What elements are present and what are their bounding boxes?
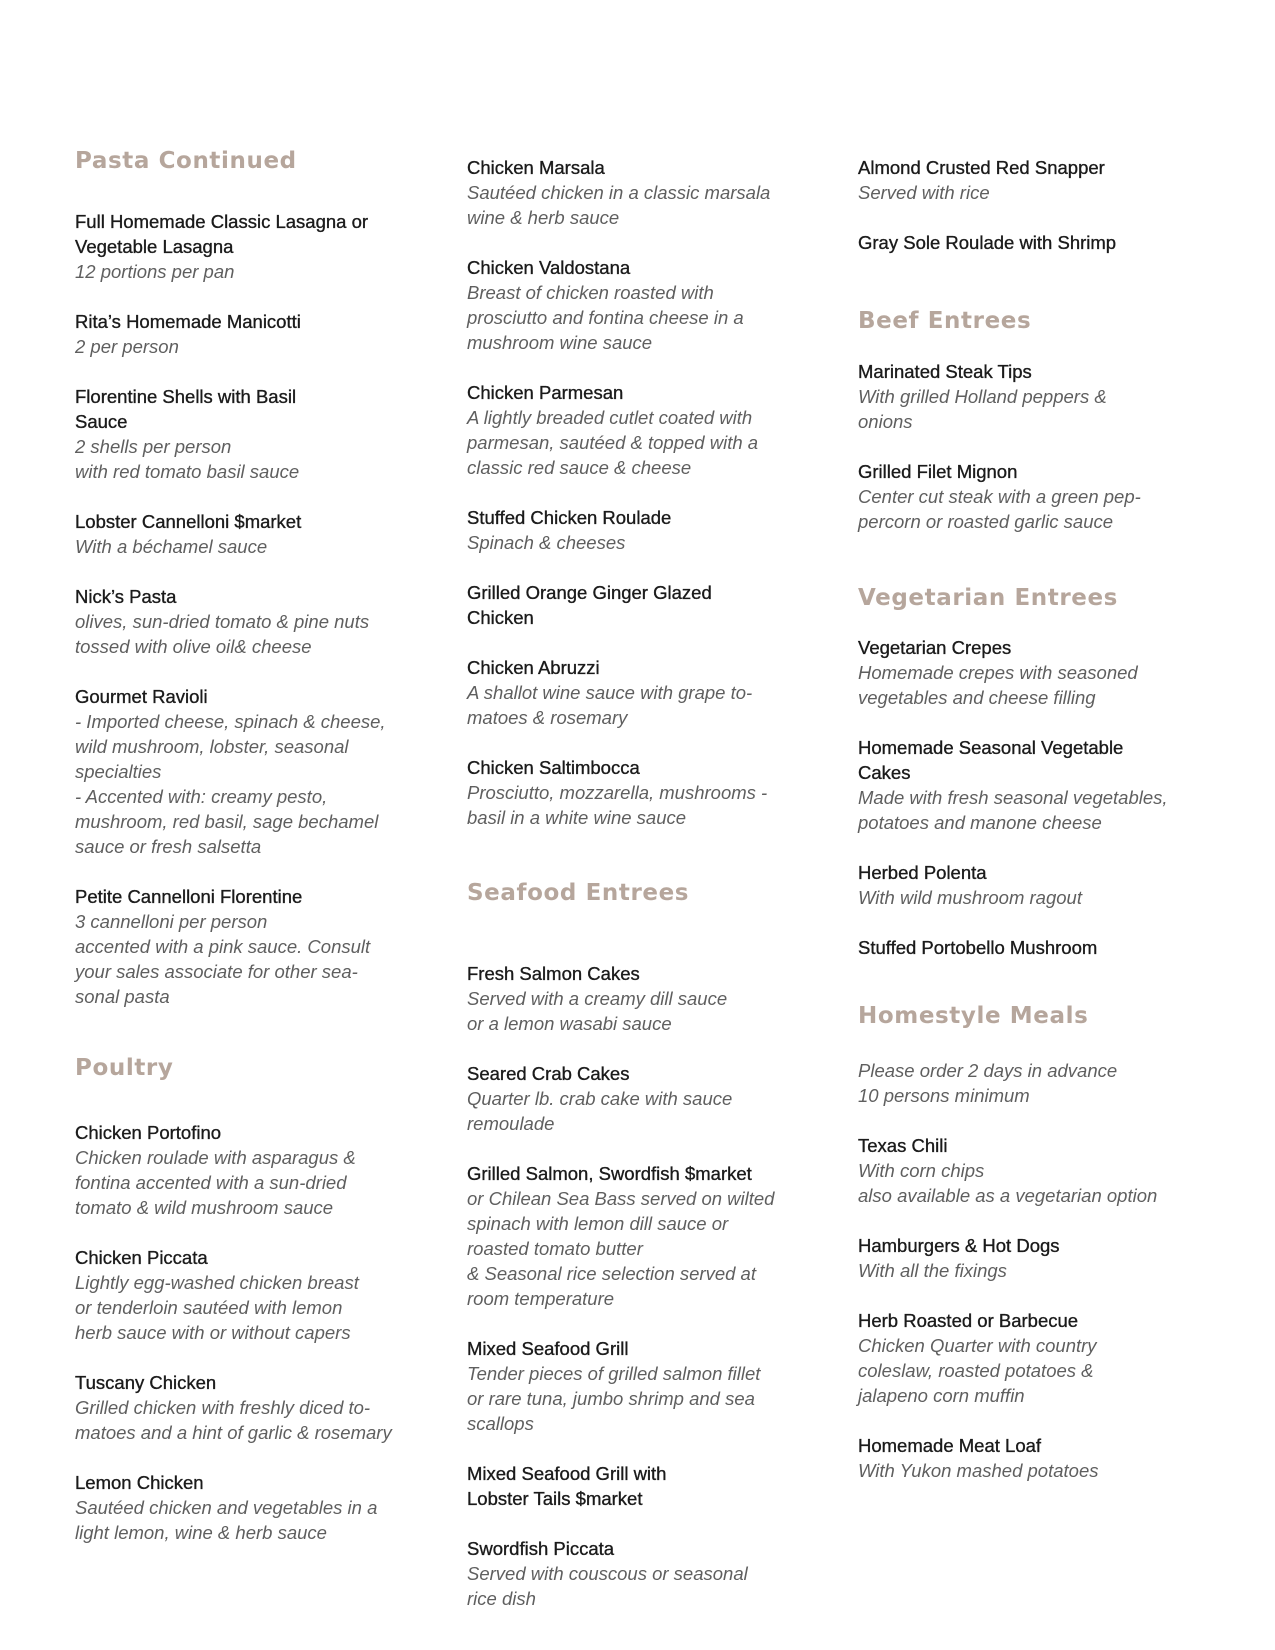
- menu-item-description: Spinach & cheeses: [467, 532, 626, 553]
- section-heading: Vegetarian Entrees: [858, 585, 1118, 611]
- menu-item-description: 12 portions per pan: [75, 261, 235, 282]
- menu-item-name: Grilled Filet Mignon: [858, 461, 1018, 482]
- menu-item-name: Herbed Polenta: [858, 862, 987, 883]
- menu-item: [467, 1461, 827, 1511]
- menu-item-description: Chicken Quarter with country coleslaw, roasted potatoes & jalapeno corn muffin: [858, 1335, 1097, 1406]
- section-heading: Homestyle Meals: [858, 1003, 1089, 1029]
- menu-item-name: Mixed Seafood Grill with Lobster Tails $market: [467, 1463, 667, 1509]
- menu-item-description: Served with couscous or seasonal rice dish: [467, 1563, 748, 1609]
- menu-item-name: Homemade Seasonal Vegetable Cakes: [858, 737, 1124, 783]
- menu-item-description: Breast of chicken roasted with prosciutto and fontina cheese in a mushroom wine sauce: [467, 282, 744, 353]
- menu-item-name: Seared Crab Cakes: [467, 1063, 630, 1084]
- menu-item-name: Grilled Salmon, Swordfish $market: [467, 1163, 752, 1184]
- menu-item-name: Marinated Steak Tips: [858, 361, 1032, 382]
- menu-item: [75, 309, 435, 359]
- menu-item-description: Please order 2 days in advance 10 persons minimum: [858, 1060, 1118, 1106]
- menu-item-name: Chicken Portofino: [75, 1122, 222, 1143]
- menu-item: [858, 1233, 1218, 1283]
- menu-item-name: Nick’s Pasta: [75, 586, 177, 607]
- menu-item-name: Hamburgers & Hot Dogs: [858, 1235, 1060, 1256]
- menu-item-description: Lightly egg-washed chicken breast or tenderloin sautéed with lemon herb sauce with or without capers: [75, 1272, 359, 1343]
- menu-item-description: Sautéed chicken in a classic marsala wine & herb sauce: [467, 182, 771, 228]
- menu-item-name: Texas Chili: [858, 1135, 948, 1156]
- menu-item: [858, 735, 1218, 835]
- menu-item-description: Sautéed chicken and vegetables in a light lemon, wine & herb sauce: [75, 1497, 378, 1543]
- menu-item: [467, 1536, 827, 1611]
- menu-item-name: Florentine Shells with Basil Sauce: [75, 386, 297, 432]
- menu-item-description: With wild mushroom ragout: [858, 887, 1082, 908]
- menu-item-name: Chicken Valdostana: [467, 257, 631, 278]
- menu-item-description: Made with fresh seasonal vegetables, potatoes and manone cheese: [858, 787, 1168, 833]
- menu-item-name: Almond Crusted Red Snapper: [858, 157, 1105, 178]
- menu-item-description: or Chilean Sea Bass served on wilted spinach with lemon dill sauce or roasted tomato butter & Seasonal rice selection served at room temperature: [467, 1188, 775, 1309]
- menu-item: [467, 580, 827, 630]
- menu-item-description: A shallot wine sauce with grape to- matoes & rosemary: [467, 682, 753, 728]
- menu-item: [75, 884, 435, 1009]
- menu-item: [75, 1120, 435, 1220]
- menu-item: [75, 384, 435, 484]
- menu-item-description: Tender pieces of grilled salmon fillet or rare tuna, jumbo shrimp and sea scallops: [467, 1363, 761, 1434]
- menu-item-name: Fresh Salmon Cakes: [467, 963, 640, 984]
- menu-item: [467, 1161, 827, 1311]
- menu-item-description: 3 cannelloni per person accented with a pink sauce. Consult your sales associate for other sea- sonal pasta: [75, 911, 371, 1007]
- section-heading: Seafood Entrees: [467, 880, 690, 906]
- menu-item: [75, 1470, 435, 1545]
- menu-item-name: Chicken Saltimbocca: [467, 757, 640, 778]
- menu-item: [858, 1133, 1218, 1208]
- menu-item: [858, 1433, 1218, 1483]
- menu-item-description: 2 shells per person with red tomato basil sauce: [75, 436, 300, 482]
- menu-item: [467, 755, 827, 830]
- menu-item-name: Homemade Meat Loaf: [858, 1435, 1042, 1456]
- menu-item: [467, 655, 827, 730]
- menu-item: [858, 1308, 1218, 1408]
- menu-item-description: A lightly breaded cutlet coated with parmesan, sautéed & topped with a classic red sauce & cheese: [467, 407, 759, 478]
- menu-item-description: With grilled Holland peppers & onions: [858, 386, 1107, 432]
- menu-item-description: Quarter lb. crab cake with sauce remoulade: [467, 1088, 733, 1134]
- menu-item: [858, 155, 1218, 205]
- menu-item-name: Grilled Orange Ginger Glazed Chicken: [467, 582, 712, 628]
- menu-item: [858, 860, 1218, 910]
- menu-item: [75, 1370, 435, 1445]
- menu-item: [858, 459, 1218, 534]
- menu-item: [858, 230, 1218, 255]
- menu-item-name: Tuscany Chicken: [75, 1372, 217, 1393]
- menu-item: [467, 1061, 827, 1136]
- menu-item-name: Petite Cannelloni Florentine: [75, 886, 303, 907]
- menu-item: [858, 1058, 1218, 1108]
- menu-item-description: Prosciutto, mozzarella, mushrooms - basil in a white wine sauce: [467, 782, 768, 828]
- menu-item-description: Chicken roulade with asparagus & fontina accented with a sun-dried tomato & wild mushroom sauce: [75, 1147, 356, 1218]
- menu-item-description: With all the fixings: [858, 1260, 1007, 1281]
- menu-item-description: olives, sun-dried tomato & pine nuts tossed with olive oil& cheese: [75, 611, 370, 657]
- menu-item-description: Grilled chicken with freshly diced to- matoes and a hint of garlic & rosemary: [75, 1397, 392, 1443]
- menu-item-name: Vegetarian Crepes: [858, 637, 1012, 658]
- menu-item-name: Lemon Chicken: [75, 1472, 204, 1493]
- menu-item-name: Gray Sole Roulade with Shrimp: [858, 232, 1117, 253]
- section-heading: Beef Entrees: [858, 308, 1032, 334]
- menu-item: [467, 961, 827, 1036]
- menu-item-name: Stuffed Chicken Roulade: [467, 507, 672, 528]
- menu-item: [75, 1245, 435, 1345]
- menu-item: [858, 635, 1218, 710]
- menu-item-description: - Imported cheese, spinach & cheese, wild mushroom, lobster, seasonal specialties - Accented with: creamy pesto, mushroom, red basil, sage bechamel sauce or fresh salsetta: [75, 711, 386, 857]
- menu-item: [858, 359, 1218, 434]
- menu-item-name: Full Homemade Classic Lasagna or Vegetable Lasagna: [75, 211, 369, 257]
- menu-item-description: Served with a creamy dill sauce or a lemon wasabi sauce: [467, 988, 728, 1034]
- menu-item-description: Homemade crepes with seasoned vegetables and cheese filling: [858, 662, 1138, 708]
- menu-item: [467, 380, 827, 480]
- menu-item-description: 2 per person: [75, 336, 179, 357]
- menu-item-description: Center cut steak with a green pep- percorn or roasted garlic sauce: [858, 486, 1141, 532]
- menu-item: [467, 155, 827, 230]
- menu-item-name: Lobster Cannelloni $market: [75, 511, 302, 532]
- menu-item-name: Stuffed Portobello Mushroom: [858, 937, 1098, 958]
- menu-item: [75, 209, 435, 284]
- menu-item-description: With Yukon mashed potatoes: [858, 1460, 1099, 1481]
- menu-item: [858, 935, 1218, 960]
- menu-item: [75, 684, 435, 859]
- menu-item-name: Gourmet Ravioli: [75, 686, 208, 707]
- menu-item-name: Chicken Marsala: [467, 157, 605, 178]
- menu-item-name: Rita’s Homemade Manicotti: [75, 311, 301, 332]
- section-heading: Poultry: [75, 1055, 174, 1081]
- menu-item-description: Served with rice: [858, 182, 990, 203]
- menu-item: [75, 584, 435, 659]
- menu-item: [467, 1336, 827, 1436]
- menu-item-description: With corn chips also available as a vegetarian option: [858, 1160, 1158, 1206]
- menu-item: [75, 509, 435, 559]
- menu-item: [467, 505, 827, 555]
- menu-item-name: Chicken Abruzzi: [467, 657, 600, 678]
- menu-item: [467, 255, 827, 355]
- menu-item-name: Chicken Parmesan: [467, 382, 624, 403]
- menu-item-name: Swordfish Piccata: [467, 1538, 615, 1559]
- menu-item-name: Herb Roasted or Barbecue: [858, 1310, 1079, 1331]
- section-heading: Pasta Continued: [75, 148, 297, 174]
- menu-item-name: Chicken Piccata: [75, 1247, 208, 1268]
- menu-item-description: With a béchamel sauce: [75, 536, 268, 557]
- menu-item-name: Mixed Seafood Grill: [467, 1338, 629, 1359]
